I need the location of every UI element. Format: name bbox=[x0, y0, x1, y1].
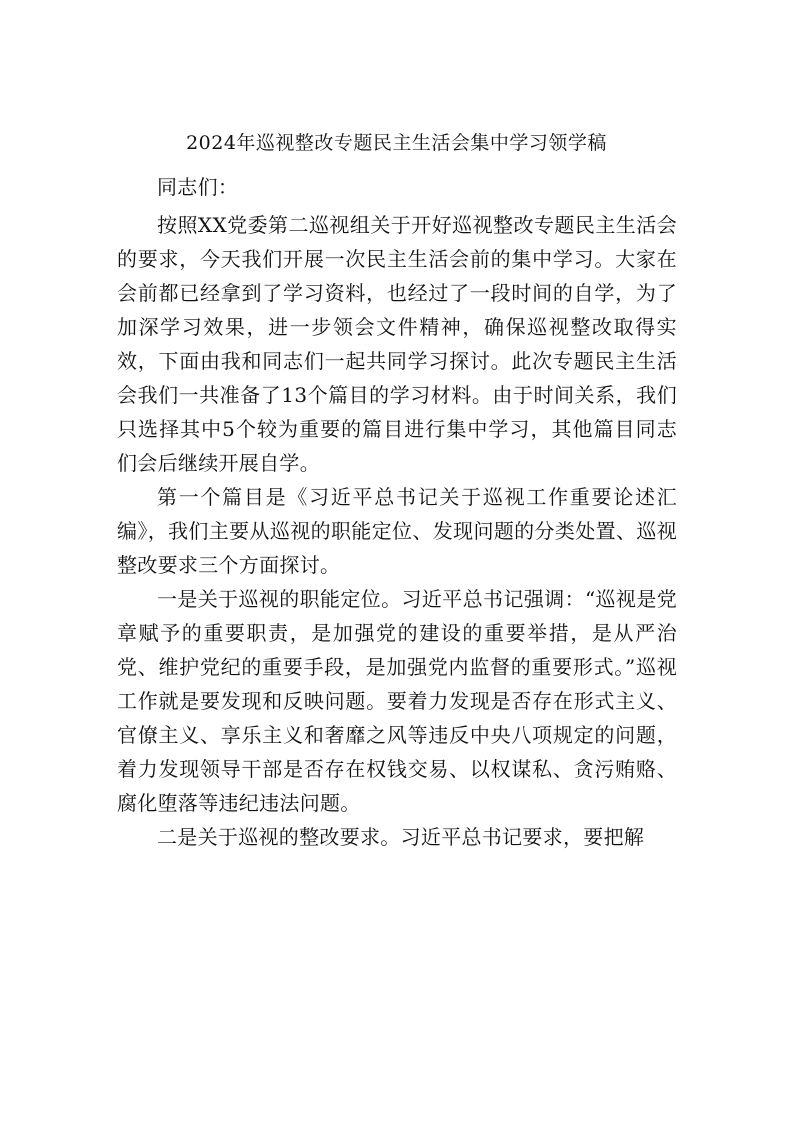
paragraph-point-one: 一是关于巡视的职能定位。习近平总书记强调：“巡视是党章赋予的重要职责，是加强党的建设的重要举措，是从严治党、维护党纪的重要手段，是加强党内监督的重要形式。”巡视工作就是要发现和反映问题。要着力发现是否存在形式主义、官僚主义、享乐主义和奢靡之风等违反中央八项规定的问题，着力发现领导干部是否存在权钱交易、以权谋私、贪污贿赂、腐化堕落等违纪违法问题。 bbox=[117, 587, 677, 815]
salutation: 同志们： bbox=[157, 175, 239, 199]
paragraph-first-topic: 第一个篇目是《习近平总书记关于巡视工作重要论述汇编》，我们主要从巡视的职能定位、发现问题的分类处置、巡视整改要求三个方面探讨。 bbox=[117, 485, 677, 577]
document-body bbox=[117, 170, 677, 854]
document-title: 2024年巡视整改专题民主生活会集中学习领学稿 bbox=[186, 132, 607, 154]
paragraph-intro: 按照XX党委第二巡视组关于开好巡视整改专题民主生活会的要求，今天我们开展一次民主生活会前的集中学习。大家在会前都已经拿到了学习资料，也经过了一段时间的自学，为了加深学习效果，进一步领会文件精神，确保巡视整改取得实效，下面由我和同志们一起共同学习探讨。此次专题民主生活会我们一共准备了13个篇目的学习材料。由于时间关系，我们只选择其中5个较为重要的篇目进行集中学习，其他篇目同志们会后继续开展自学。 bbox=[117, 213, 677, 475]
paragraph-point-two: 二是关于巡视的整改要求。习近平总书记要求，要把解 bbox=[157, 825, 645, 849]
